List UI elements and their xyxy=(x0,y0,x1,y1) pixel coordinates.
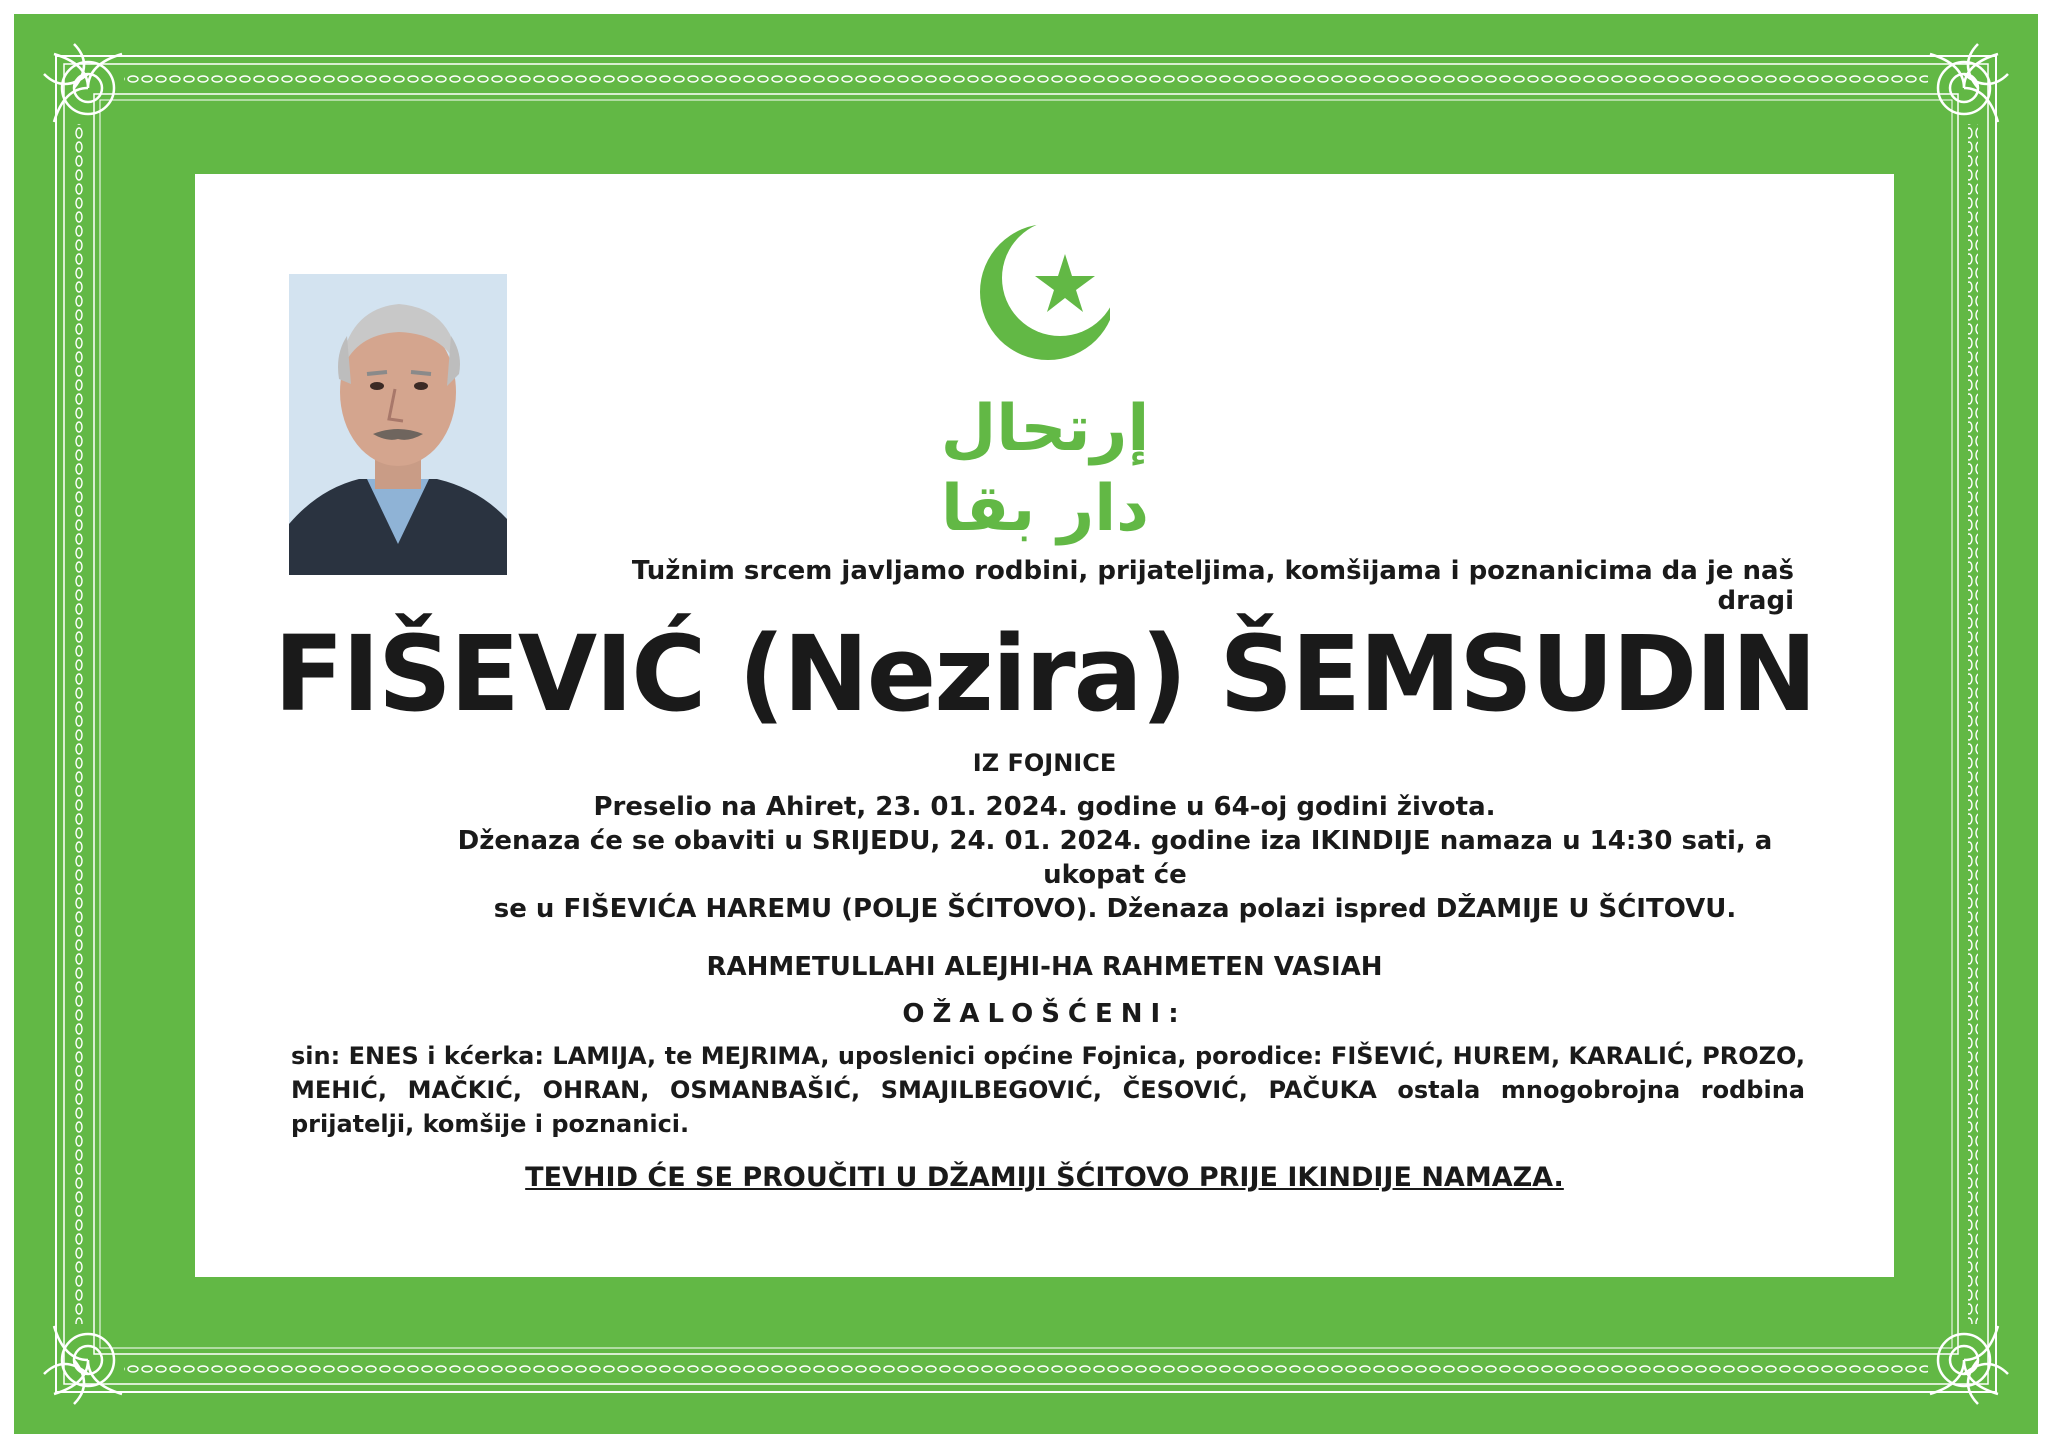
origin-text: IZ FOJNICE xyxy=(972,749,1117,777)
arabic-calligraphy: إرتحال دار بقا xyxy=(940,392,1150,546)
crescent-star-icon xyxy=(980,212,1110,372)
deceased-name: FIŠEVIĆ (Nezira) ŠEMSUDIN xyxy=(273,613,1816,735)
intro-text: Tužnim srcem javljamo rodbini, prijateljima, komšijama i poznanicima da je naš dragi xyxy=(631,556,1794,616)
death-date-text: Preselio na Ahiret, 23. 01. 2024. godine u 64-oj godini života. xyxy=(593,792,1496,822)
funeral-details xyxy=(435,824,1795,926)
mourners-list: sin: ENES i kćerka: LAMIJA, te MEJRIMA, uposlenici općine Fojnica, porodice: FIŠEVIĆ, HUREM, KARALIĆ, PROZO, MEHIĆ, MAČKIĆ, OHRAN, OSMANBAŠIĆ, SMAJILBEGOVIĆ, ČESOVIĆ, PAČUKA ostala mnogobrojna rodbina prijatelji, komšije i poznanici. xyxy=(291,1042,1805,1138)
mourners-heading: OŽALOŠĆENI: xyxy=(902,999,1187,1029)
funeral-line-1: Dženaza će se obaviti u SRIJEDU, 24. 01. 2024. godine iza IKINDIJE namaza u 14:30 sati, a ukopat će xyxy=(457,826,1773,890)
notice-paper xyxy=(195,174,1894,1277)
funeral-line-2: se u FIŠEVIĆA HAREMU (POLJE ŠĆITOVO). Dženaza polazi ispred DŽAMIJE U ŠĆITOVU. xyxy=(493,894,1737,924)
prayer-text: RAHMETULLAHI ALEJHI-HA RAHMETEN VASIAH xyxy=(706,952,1383,982)
portrait-photo xyxy=(289,274,507,575)
green-frame xyxy=(14,14,2038,1434)
tevhid-notice: TEVHID ĆE SE PROUČITI U DŽAMIJI ŠĆITOVO PRIJE IKINDIJE NAMAZA. xyxy=(525,1162,1564,1193)
